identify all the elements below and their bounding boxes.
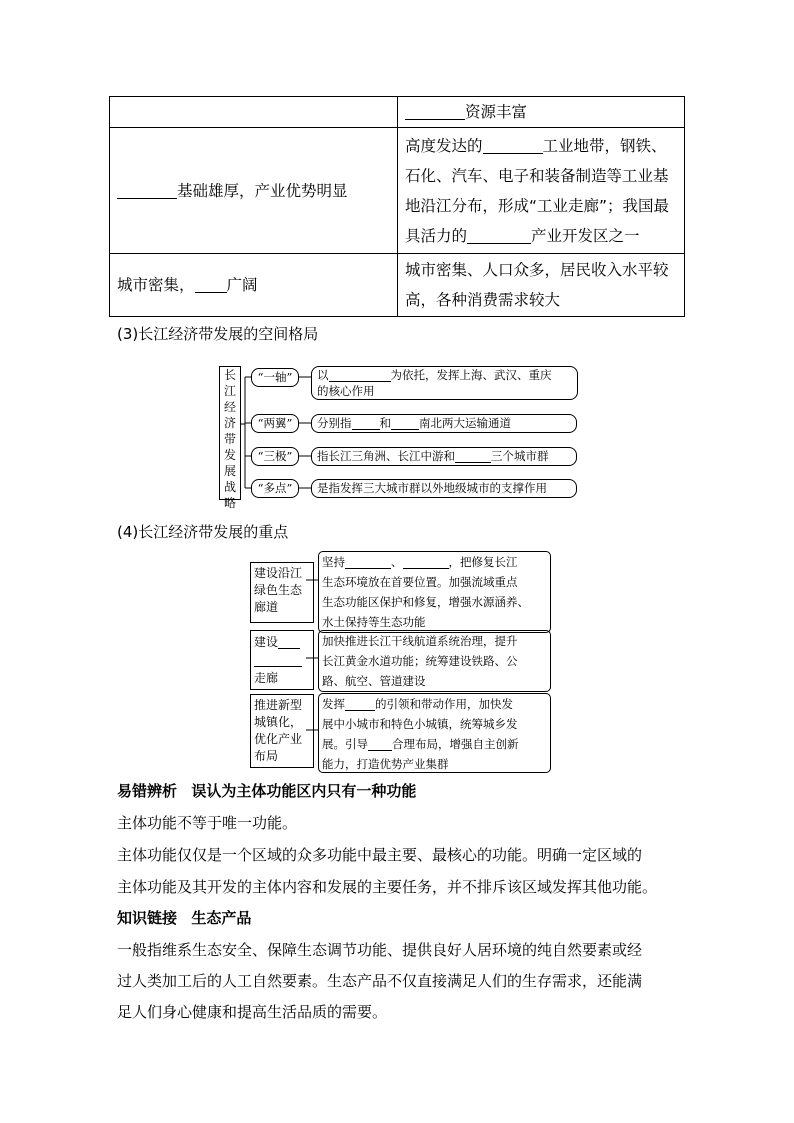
paragraph: 主体功能仅仅是一个区域的众多功能中最主要、最核心的功能。明确一定区域的 [117, 846, 643, 864]
desc-multi-points: 是指发挥三大城市群以外地级城市的支撑作用 [311, 479, 577, 498]
fill-blank [455, 450, 491, 463]
root-char: 带 [223, 432, 236, 446]
root-char: 江 [223, 384, 236, 398]
box-text: 建设沿江 [254, 566, 303, 580]
fill-blank [345, 555, 391, 569]
key-two-wings: “两翼” [251, 414, 299, 433]
fill-blank [278, 636, 300, 649]
cell-text: 地沿江分布，形成“工业走廊”；我国最 [405, 196, 670, 215]
cell-text: 城市密集、人口众多，居民收入水平较 [405, 261, 669, 279]
focus-green-corridor [250, 562, 314, 623]
desc-text: 为依托，发挥上海、武汉、重庆 [390, 368, 552, 382]
cell-text: 高度发达的 [405, 136, 483, 155]
strategy-root-box [219, 366, 241, 510]
desc-text: 分别指 [317, 416, 352, 430]
root-char: 经 [223, 400, 236, 414]
fill-blank [329, 369, 391, 382]
box-text: 建设 [254, 635, 279, 649]
cell-text: 城市密集， [117, 276, 195, 294]
box-text: 城镇化， [254, 715, 303, 729]
root-char: 战 [223, 480, 236, 494]
detail-transport-corridor [318, 630, 551, 692]
detail-text: 加快推进长江干线航道系统治理，提升 [322, 634, 518, 648]
cell-text: 高，各种消费需求较大 [405, 291, 561, 309]
box-text: 廊道 [254, 600, 279, 614]
detail-text: 坚持 [322, 555, 345, 569]
knowledge-link-title [117, 902, 677, 934]
focus-transport-corridor [250, 630, 314, 690]
paragraph: 主体功能及其开发的主体内容和发展的主要任务，并不排斥该区域发挥其他功能。 [117, 878, 658, 896]
detail-text: 发挥 [322, 697, 345, 711]
root-char: 济 [223, 416, 236, 430]
paragraph: 一般指维系生态安全、保障生态调节功能、提供良好人居环境的纯自然要素或经 [117, 941, 643, 959]
box-text: 绿色生态 [254, 583, 303, 597]
paragraph: 主体功能不等于唯一功能。 [117, 814, 298, 832]
key-multi-points: “多点” [251, 479, 299, 498]
section-label: 易错辨析 [117, 782, 178, 800]
desc-three-poles [311, 447, 577, 466]
fill-blank [403, 555, 449, 569]
detail-text: 展。引导 [322, 737, 368, 751]
fill-blank [368, 737, 392, 751]
cell-text: 产业开发区之一 [531, 226, 640, 245]
desc-two-wings [311, 414, 577, 433]
detail-text: 、 [391, 555, 403, 569]
section-heading: (4)长江经济带发展的重点 [117, 523, 289, 541]
box-text: 布局 [254, 749, 279, 763]
paragraph: 过人类加工后的人工自然要素。生态产品不仅直接满足人们的生存需求，还能满 [117, 972, 643, 990]
detail-text: ，把修复长江 [448, 555, 518, 569]
root-char: 展 [223, 464, 236, 478]
cell-text: 广阔 [226, 276, 258, 294]
detail-green-corridor [318, 551, 551, 633]
detail-text: 水土保持等生态功能 [322, 615, 426, 629]
detail-text: 生态功能区保护和修复，增强水源涵养、 [322, 595, 529, 609]
root-char: 长 [223, 368, 236, 382]
section-title: 误认为主体功能区内只有一种功能 [191, 782, 417, 800]
desc-text: 南北两大运输通道 [419, 416, 511, 430]
desc-text: 以 [317, 368, 329, 382]
detail-text: 路、航空、管道建设 [322, 674, 426, 688]
cell-text: 工业地带，钢铁、 [542, 136, 667, 155]
paragraph: 足人们身心健康和提高生活品质的需要。 [117, 1003, 388, 1021]
section-title: 生态产品 [191, 909, 252, 927]
cell-text: 基础雄厚，产业优势明显 [177, 181, 348, 200]
section-label: 知识链接 [117, 909, 178, 927]
detail-text: 长江黄金水道功能；统筹建设铁路、公 [322, 654, 518, 668]
detail-text: 展中小城市和特色小城镇，统筹城乡发 [322, 717, 518, 731]
detail-text: 合理布局，增强自主创新 [392, 737, 519, 751]
cell-text: 资源丰富 [465, 103, 528, 121]
key-one-axis: “一轴” [251, 368, 299, 387]
desc-text: 三个城市群 [491, 449, 549, 463]
key-three-poles: “三极” [251, 447, 299, 466]
root-char: 略 [223, 496, 236, 510]
cell-text: 具活力的 [405, 226, 468, 245]
root-char: 发 [223, 448, 236, 462]
detail-text: 能力，打造优势产业集群 [322, 757, 449, 771]
error-analysis-title [117, 775, 677, 807]
fill-blank [345, 697, 375, 711]
detail-urbanization [318, 693, 551, 773]
detail-text: 生态环境放在首要位置。加强流域重点 [322, 575, 518, 589]
box-text: 优化产业 [254, 732, 303, 746]
desc-text: 和 [379, 416, 391, 430]
section-heading: (3)长江经济带发展的空间格局 [117, 325, 319, 343]
desc-text: 的核心作用 [317, 384, 375, 398]
fill-blank [391, 417, 419, 430]
detail-text: 的引领和带动作用，加快发 [375, 697, 513, 711]
fill-blank [352, 417, 380, 430]
desc-text: 指长江三角洲、长江中游和 [317, 449, 455, 463]
box-text: 推进新型 [254, 698, 303, 712]
desc-one-axis [311, 366, 578, 400]
fill-blank [254, 654, 302, 667]
box-text: 走廊 [254, 671, 279, 685]
cell-text: 石化、汽车、电子和装备制造等工业基 [405, 166, 669, 185]
focus-urbanization [250, 694, 314, 768]
